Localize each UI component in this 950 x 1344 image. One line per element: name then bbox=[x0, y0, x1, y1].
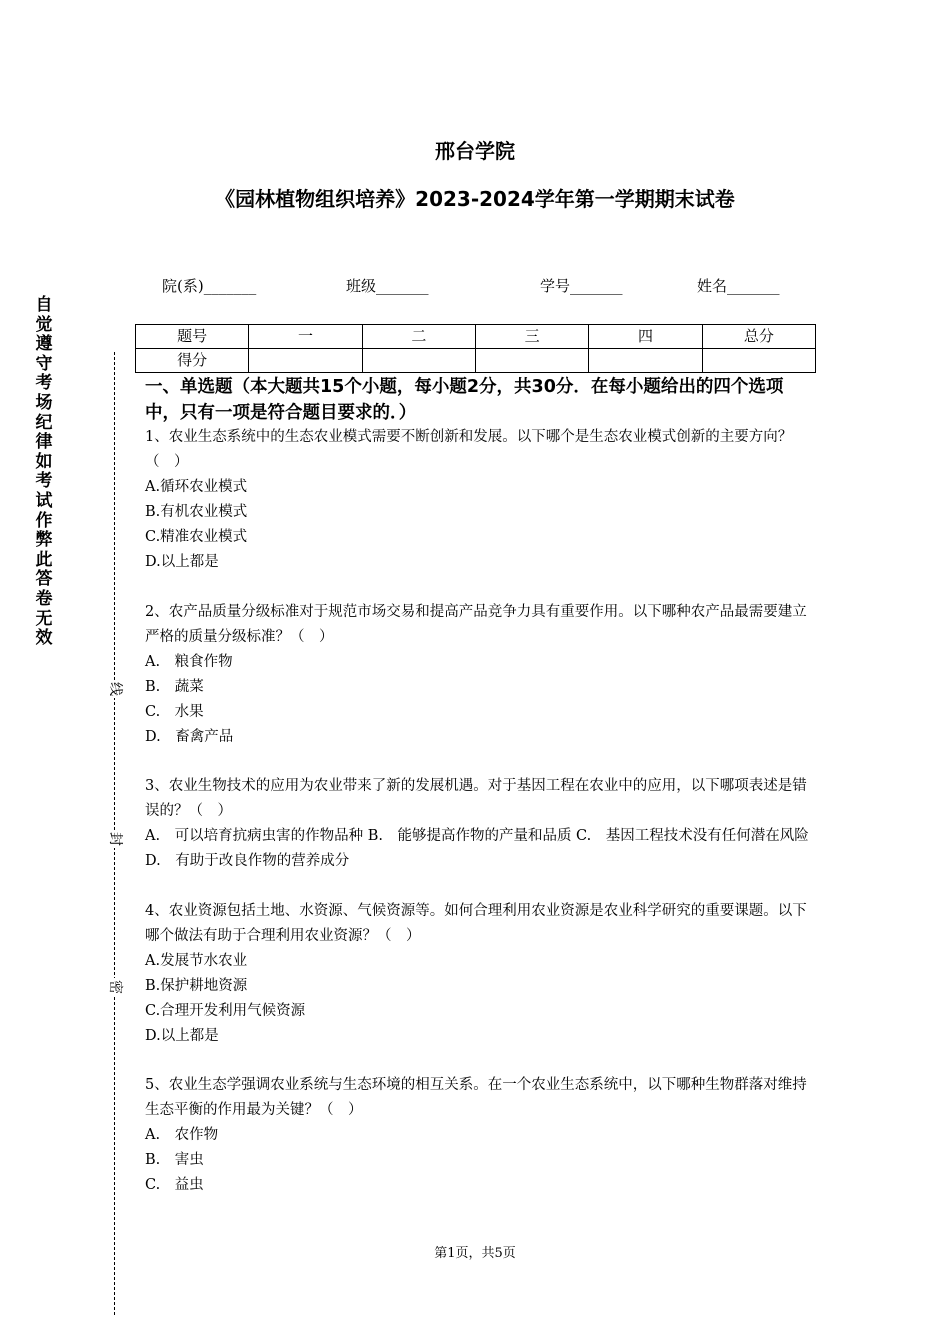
page-number: 第1页，共5页 bbox=[434, 1246, 516, 1261]
option-c: C. 水果 bbox=[145, 704, 204, 720]
discipline-notice: 自觉遵守考场纪律如考试作弊此答卷无效 bbox=[35, 295, 53, 649]
option-a: A.循环农业模式 bbox=[145, 479, 248, 495]
score-table bbox=[135, 324, 816, 373]
question-3 bbox=[145, 774, 813, 874]
seal-secret-char: 密 bbox=[107, 980, 123, 994]
option-c: C.精准农业模式 bbox=[145, 529, 248, 545]
score-input-cell[interactable] bbox=[475, 349, 588, 373]
question-stem: 1、农业生态系统中的生态农业模式需要不断创新和发展。以下哪个是生态农业模式创新的主要方向？（ ） bbox=[145, 429, 793, 470]
option-a: A. 农作物 bbox=[145, 1127, 219, 1143]
option-c: C. 益虫 bbox=[145, 1177, 204, 1193]
section-heading: 一、单选题（本大题共15个小题，每小题2分，共30分．在每小题给出的四个选项中，只有一项是符合题目要求的．） bbox=[145, 377, 784, 423]
score-header-cell: 三 bbox=[475, 325, 588, 349]
score-header-cell: 总分 bbox=[702, 325, 815, 349]
question-5 bbox=[145, 1073, 813, 1198]
question-1 bbox=[145, 425, 813, 575]
score-input-cell[interactable] bbox=[249, 349, 362, 373]
school-name: 邢台学院 bbox=[435, 139, 515, 163]
score-header-cell: 题号 bbox=[136, 325, 249, 349]
option-c: C.合理开发利用气候资源 bbox=[145, 1003, 306, 1019]
question-stem: 4、农业资源包括土地、水资源、气候资源等。如何合理利用农业资源是农业科学研究的重要课题。以下哪个做法有助于合理利用农业资源？（ ） bbox=[145, 903, 807, 944]
dept-field: 院(系)_______ bbox=[162, 277, 257, 295]
name-field: 姓名_______ bbox=[697, 277, 780, 295]
question-stem: 5、农业生态学强调农业系统与生态环境的相互关系。在一个农业生态系统中，以下哪种生物群落对维持生态平衡的作用最为关键？（ ） bbox=[145, 1077, 807, 1118]
score-table-score-row bbox=[136, 349, 816, 373]
seal-line-char: 线 bbox=[107, 682, 123, 696]
option-d: D.以上都是 bbox=[145, 554, 219, 570]
score-header-cell: 四 bbox=[589, 325, 702, 349]
score-input-cell[interactable] bbox=[702, 349, 815, 373]
question-stem: 2、农产品质量分级标准对于规范市场交易和提高产品竞争力具有重要作用。以下哪种农产品最需要建立严格的质量分级标准？（ ） bbox=[145, 604, 807, 645]
option-d: D. 畜禽产品 bbox=[145, 729, 234, 745]
score-header-cell: 一 bbox=[249, 325, 362, 349]
score-input-cell[interactable] bbox=[362, 349, 475, 373]
student-id-field: 学号_______ bbox=[540, 277, 623, 295]
option-b: B.有机农业模式 bbox=[145, 504, 248, 520]
class-field: 班级_______ bbox=[346, 277, 429, 295]
question-stem: 3、农业生物技术的应用为农业带来了新的发展机遇。对于基因工程在农业中的应用，以下哪项表述是错误的？（ ） bbox=[145, 778, 807, 819]
score-table-header-row bbox=[136, 325, 816, 349]
exam-title: 《园林植物组织培养》2023-2024学年第一学期期末试卷 bbox=[215, 187, 735, 211]
question-2 bbox=[145, 600, 813, 750]
option-b: B. 蔬菜 bbox=[145, 679, 204, 695]
option-a: A.发展节水农业 bbox=[145, 953, 248, 969]
score-header-cell: 二 bbox=[362, 325, 475, 349]
option-a: A. 粮食作物 bbox=[145, 654, 233, 670]
score-row-label: 得分 bbox=[136, 349, 249, 373]
score-input-cell[interactable] bbox=[589, 349, 702, 373]
question-4 bbox=[145, 899, 813, 1049]
option-d: D.以上都是 bbox=[145, 1028, 219, 1044]
option-b: B.保护耕地资源 bbox=[145, 978, 248, 994]
seal-seal-char: 封 bbox=[107, 832, 123, 846]
options-inline: A. 可以培育抗病虫害的作物品种 B. 能够提高作物的产量和品质 C. 基因工程技术没有任何潜在风险 D. 有助于改良作物的营养成分 bbox=[145, 828, 809, 869]
option-b: B. 害虫 bbox=[145, 1152, 204, 1168]
